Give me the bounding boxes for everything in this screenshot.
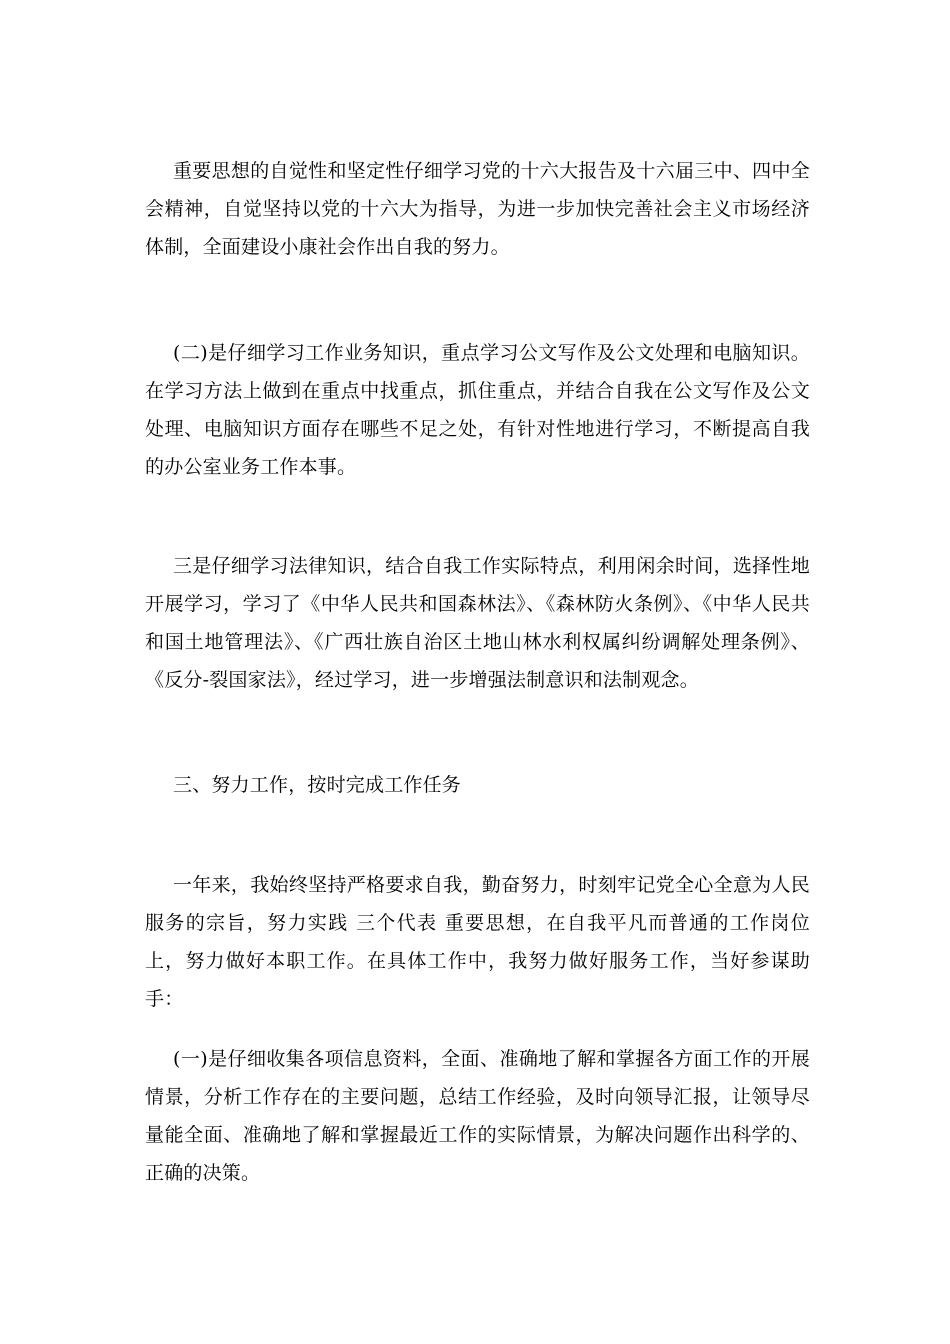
paragraph-study-thought: 重要思想的自觉性和坚定性仔细学习党的十六大报告及十六届三中、四中全会精神，自觉坚持以党的十六大为指导，为进一步加快完善社会主义市场经济体制，全面建设小康社会作出自我的努力。: [145, 160, 810, 258]
paragraph-business-knowledge: (二)是仔细学习工作业务知识，重点学习公文写作及公文处理和电脑知识。在学习方法上做到在重点中找重点，抓住重点，并结合自我在公文写作及公文处理、电脑知识方面存在哪些不足之处，有针对性地进行学习，不断提高自我的办公室业务工作本事。: [145, 342, 810, 478]
paragraph-law-knowledge: 三是仔细学习法律知识，结合自我工作实际特点，利用闲余时间，选择性地开展学习，学习了《中华人民共和国森林法》、《森林防火条例》、《中华人民共和国土地管理法》、《广西壮族自治区土地山林水利权属纠纷调解处理条例》、《反分-裂国家法》，经过学习，进一步增强法制意识和法制观念。: [145, 555, 810, 691]
paragraph-year-summary: 一年来，我始终坚持严格要求自我，勤奋努力，时刻牢记党全心全意为人民服务的宗旨，努力实践 三个代表 重要思想，在自我平凡而普通的工作岗位上，努力做好本职工作。在具体工作中，我努力做好服务工作，当好参谋助手：: [145, 874, 810, 1010]
paragraph-information-collection: (一)是仔细收集各项信息资料，全面、准确地了解和掌握各方面工作的开展情景，分析工作存在的主要问题，总结工作经验，及时向领导汇报，让领导尽量能全面、准确地了解和掌握最近工作的实际情景，为解决问题作出科学的、正确的决策。: [145, 1048, 810, 1184]
section-heading-work: 三、努力工作，按时完成工作任务: [173, 774, 462, 796]
